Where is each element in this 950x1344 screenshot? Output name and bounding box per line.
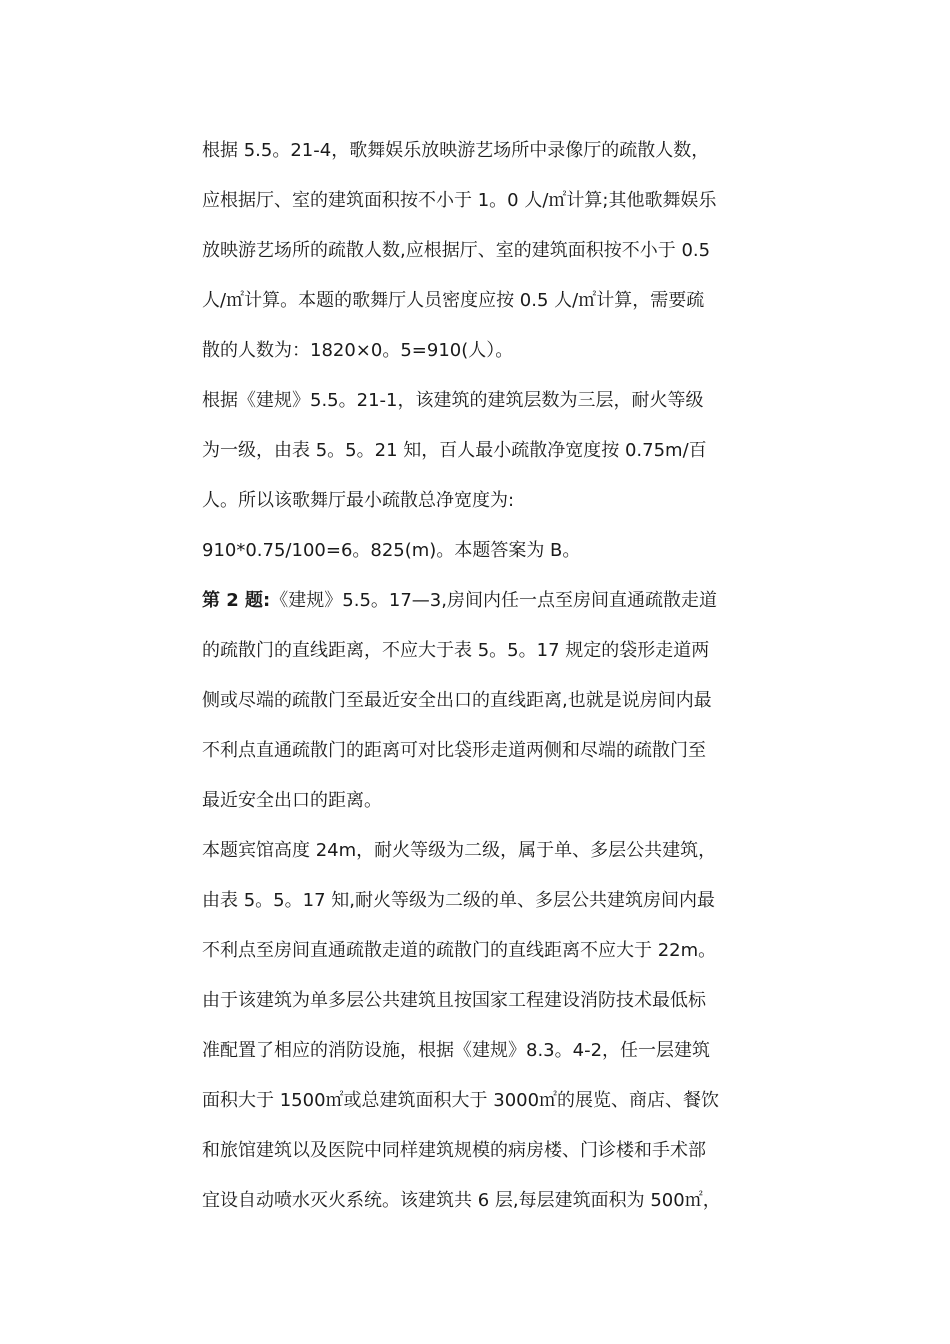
line-text: 不利点至房间直通疏散走道的疏散门的直线距离不应大于 22m。 [202, 940, 717, 961]
text-line [202, 283, 762, 333]
text-line [202, 533, 762, 583]
line-text: 散的人数为：1820×0。5=910(人）。 [202, 340, 514, 361]
line-text: 宜设自动喷水灭火系统。该建筑共 6 层,每层建筑面积为 500㎡， [202, 1190, 721, 1211]
line-text: 为一级，由表 5。5。21 知，百人最小疏散净宽度按 0.75m/百 [202, 440, 707, 461]
question-label: 第 2 题: [202, 590, 271, 611]
line-text: 由于该建筑为单多层公共建筑且按国家工程建设消防技术最低标 [202, 990, 706, 1011]
text-line [202, 883, 762, 933]
text-line [202, 1033, 762, 1083]
text-line [202, 733, 762, 783]
line-text: 人/㎡计算。本题的歌舞厅人员密度应按 0.5 人/㎡计算，需要疏 [202, 290, 705, 311]
text-line [202, 183, 762, 233]
line-text: 放映游艺场所的疏散人数,应根据厅、室的建筑面积按不小于 0.5 [202, 240, 711, 261]
line-text: 《建规》5.5。17—3,房间内任一点至房间直通疏散走道 [270, 590, 717, 611]
line-text: 人。所以该歌舞厅最小疏散总净宽度为: [202, 490, 515, 511]
line-text: 准配置了相应的消防设施，根据《建规》8.3。4-2，任一层建筑 [202, 1040, 711, 1061]
text-line [202, 1133, 762, 1183]
line-text: 不利点直通疏散门的距离可对比袋形走道两侧和尽端的疏散门至 [202, 740, 706, 761]
text-line [202, 383, 762, 433]
line-text: 和旅馆建筑以及医院中同样建筑规模的病房楼、门诊楼和手术部 [202, 1140, 706, 1161]
text-line [202, 833, 762, 883]
text-line [202, 1083, 762, 1133]
text-line [202, 233, 762, 283]
text-line [202, 1183, 762, 1233]
line-text: 的疏散门的直线距离，不应大于表 5。5。17 规定的袋形走道两 [202, 640, 710, 661]
line-text: 910*0.75/100=6。825(m)。本题答案为 B。 [202, 540, 581, 561]
text-line [202, 683, 762, 733]
text-line [202, 133, 762, 183]
line-text: 应根据厅、室的建筑面积按不小于 1。0 人/㎡计算;其他歌舞娱乐 [202, 190, 717, 211]
text-line [202, 333, 762, 383]
text-line [202, 483, 762, 533]
text-line [202, 983, 762, 1033]
text-line [202, 933, 762, 983]
line-text: 根据《建规》5.5。21-1，该建筑的建筑层数为三层，耐火等级 [202, 390, 704, 411]
document-body [202, 133, 762, 1233]
line-text: 最近安全出口的距离。 [202, 790, 382, 811]
line-text: 侧或尽端的疏散门至最近安全出口的直线距离,也就是说房间内最 [202, 690, 712, 711]
line-text: 面积大于 1500㎡或总建筑面积大于 3000㎡的展览、商店、餐饮 [202, 1090, 720, 1111]
text-line [202, 633, 762, 683]
text-line [202, 783, 762, 833]
line-text: 本题宾馆高度 24m，耐火等级为二级，属于单、多层公共建筑， [202, 840, 717, 861]
line-text: 根据 5.5。21-4，歌舞娱乐放映游艺场所中录像厅的疏散人数， [202, 140, 710, 161]
line-text: 由表 5。5。17 知,耐火等级为二级的单、多层公共建筑房间内最 [202, 890, 715, 911]
text-line [202, 583, 762, 633]
text-line [202, 433, 762, 483]
